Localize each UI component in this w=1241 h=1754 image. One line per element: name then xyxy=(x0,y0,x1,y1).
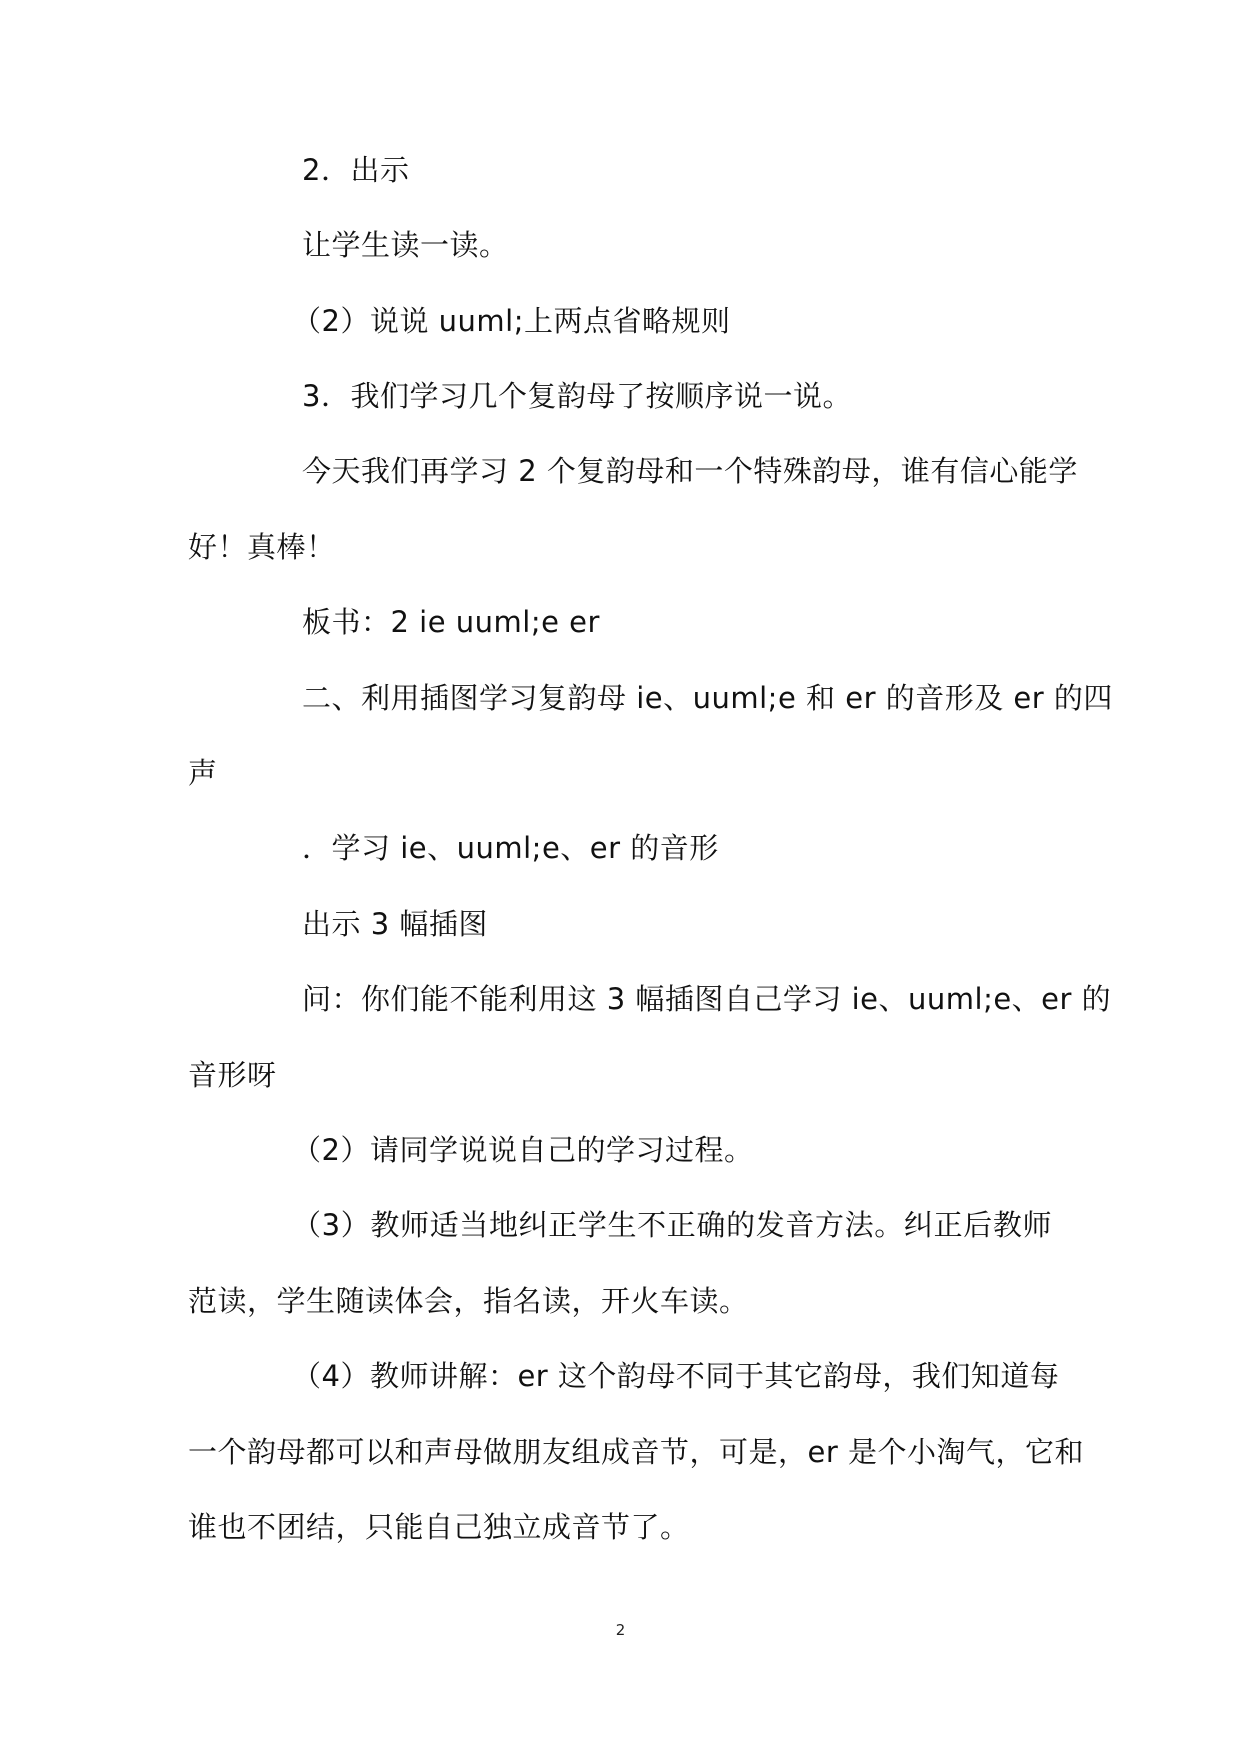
text-line: （2）说说 uuml;上两点省略规则 xyxy=(292,304,731,338)
text-line: （4）教师讲解：er 这个韵母不同于其它韵母，我们知道每 xyxy=(292,1359,1060,1393)
text-line: 问：你们能不能利用这 3 幅插图自己学习 ie、uuml;e、er 的 xyxy=(302,982,1112,1016)
text-line: 音形呀 xyxy=(188,1058,277,1092)
text-line: 2．出示 xyxy=(302,153,410,187)
text-line: 让学生读一读。 xyxy=(302,228,509,262)
text-line: 3．我们学习几个复韵母了按顺序说一说。 xyxy=(302,379,852,413)
text-line: 谁也不团结，只能自己独立成音节了。 xyxy=(188,1510,690,1544)
text-line: 声 xyxy=(188,756,218,790)
text-line: 出示 3 幅插图 xyxy=(302,907,488,941)
text-line: 二、利用插图学习复韵母 ie、uuml;e 和 er 的音形及 er 的四 xyxy=(302,681,1113,715)
text-line: （2）请同学说说自己的学习过程。 xyxy=(292,1133,754,1167)
text-line: 板书：2 ie uuml;e er xyxy=(302,605,600,639)
text-line: 一个韵母都可以和声母做朋友组成音节，可是，er 是个小淘气，它和 xyxy=(188,1435,1084,1469)
text-line: 范读，学生随读体会，指名读，开火车读。 xyxy=(188,1284,749,1318)
page-number: 2 xyxy=(615,1621,626,1639)
text-line: 今天我们再学习 2 个复韵母和一个特殊韵母，谁有信心能学 xyxy=(302,454,1078,488)
text-line: ．学习 ie、uuml;e、er 的音形 xyxy=(302,831,719,865)
text-line: （3）教师适当地纠正学生不正确的发音方法。纠正后教师 xyxy=(292,1208,1052,1242)
text-line: 好！真棒！ xyxy=(188,530,336,564)
